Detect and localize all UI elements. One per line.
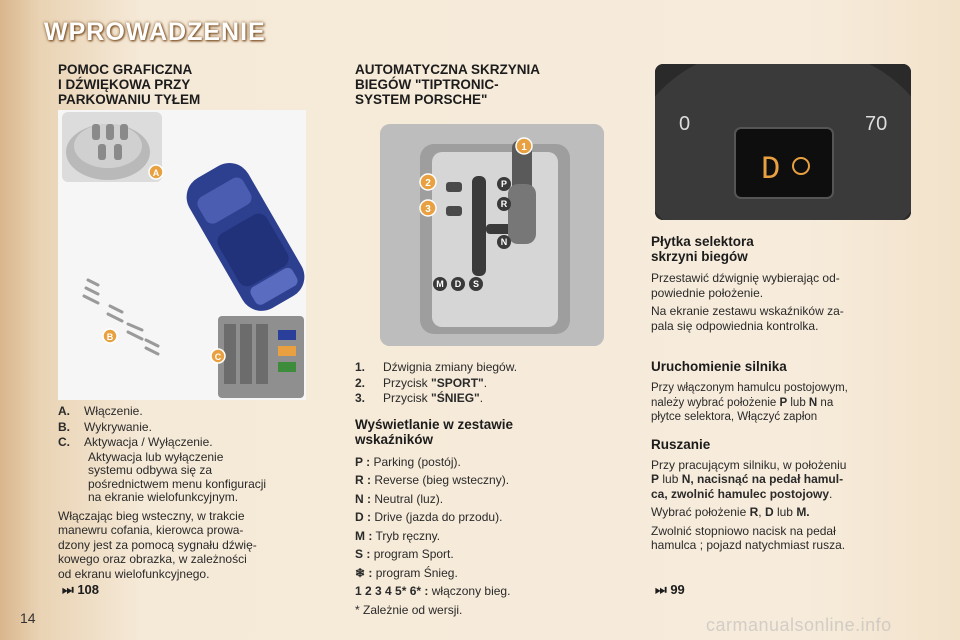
page-title: WPROWADZENIE bbox=[44, 18, 266, 46]
list-item: ❄ : program Śnieg. bbox=[355, 565, 458, 580]
selector-paragraph-2: Na ekranie zestawu wskaźników za- pala się odpowiednia kontrolka. bbox=[651, 304, 844, 333]
gear-selector-photo bbox=[380, 124, 604, 346]
gate-letter-m: M bbox=[436, 279, 444, 289]
label-b: B bbox=[106, 332, 114, 342]
gate-letter-r: R bbox=[500, 199, 508, 209]
engine-start-heading: Uruchomienie silnika bbox=[651, 359, 787, 374]
activation-note: Aktywacja lub wyłączenie systemu odbywa się za pośrednictwem menu konfiguracji na ekranie wielofunkcyjnym. bbox=[88, 449, 267, 504]
watermark: carmanualsonline.info bbox=[706, 615, 892, 635]
automatic-gearbox-section bbox=[355, 62, 605, 107]
gear-indicator-item: 1 2 3 4 5* 6* : włączony bieg. bbox=[355, 584, 511, 598]
list-item: P : Parking (postój). bbox=[355, 454, 461, 469]
moving-off-heading: Ruszanie bbox=[651, 436, 711, 452]
reverse-paragraph: Włączając bieg wsteczny, w trakcie manewru cofania, kierowca prowa- dzony jest za pomocą sygnału dźwię- kowego oraz obrazka, w zależności od ekranu wielofunkcyjnego. bbox=[58, 508, 257, 581]
list-item: A. Włączenie. bbox=[58, 404, 143, 418]
selector-plate-section bbox=[651, 234, 907, 553]
mode-list bbox=[355, 453, 615, 620]
page-reference-108[interactable]: ⏭ 108 bbox=[62, 582, 100, 597]
parking-aid-section bbox=[58, 62, 308, 107]
list-item: B. Wykrywanie. bbox=[58, 419, 152, 434]
gearbox-legend bbox=[355, 360, 615, 619]
footnote: * Zależnie od wersji. bbox=[355, 602, 463, 617]
label-a: A bbox=[152, 168, 160, 178]
parking-aid-illustration bbox=[58, 110, 306, 400]
moving-off-paragraph-3: Zwolnić stopniowo nacisk na pedał hamulca ; pojazd natychmiast rusza. bbox=[651, 523, 846, 552]
gate-letter-s: S bbox=[472, 279, 480, 289]
list-item: 2. Przycisk "SPORT". bbox=[355, 375, 488, 390]
callout-2: 2 bbox=[425, 178, 431, 189]
selector-paragraph-1: Przestawić dźwignię wybierając od- powiednie położenie. bbox=[651, 271, 840, 300]
engine-start-paragraph: Przy włączonym hamulcu postojowym, należy wybrać położenie P lub N na płytce selektora, Włączyć zapłon bbox=[651, 382, 848, 423]
instrument-panel-photo bbox=[655, 64, 911, 220]
arrow-icon: ⏭ bbox=[655, 582, 667, 597]
gate-letter-p: P bbox=[500, 179, 508, 189]
dash-left-number: 0 bbox=[679, 113, 691, 135]
gate-letter-n: N bbox=[500, 237, 508, 247]
selector-plate-heading: Płytka selektora skrzyni biegów bbox=[651, 234, 754, 264]
list-item: M : Tryb ręczny. bbox=[355, 528, 441, 543]
parking-aid-photo bbox=[58, 110, 306, 400]
list-item: D : Drive (jazda do przodu). bbox=[355, 510, 503, 524]
parking-aid-legend bbox=[58, 404, 308, 581]
gate-letter-d: D bbox=[454, 279, 462, 289]
page-number: 14 bbox=[20, 610, 36, 626]
label-c: C bbox=[214, 352, 222, 362]
callout-1: 1 bbox=[521, 142, 527, 153]
list-item: R : Reverse (bieg wsteczny). bbox=[355, 473, 510, 487]
display-subheading: Wyświetlanie w zestawie wskaźników bbox=[355, 416, 514, 447]
instrument-panel-illustration bbox=[655, 64, 911, 220]
list-item: C. Aktywacja / Wyłączenie. bbox=[58, 435, 213, 449]
list-item: N : Neutral (luz). bbox=[355, 491, 444, 506]
gearbox-heading: AUTOMATYCZNA SKRZYNIA BIEGÓW "TIPTRONIC- SYSTEM PORSCHE" bbox=[355, 62, 540, 107]
parking-aid-heading: POMOC GRAFICZNA I DŹWIĘKOWA PRZY PARKOWANIU TYŁEM bbox=[58, 62, 201, 107]
dash-right-number: 70 bbox=[865, 113, 888, 135]
page-reference-99[interactable]: ⏭ 99 bbox=[655, 582, 685, 597]
list-item: 3. Przycisk "ŚNIEG". bbox=[355, 391, 484, 405]
gear-selector-illustration bbox=[380, 124, 604, 346]
arrow-icon: ⏭ bbox=[62, 582, 74, 597]
list-item: S : program Sport. bbox=[355, 547, 454, 561]
moving-off-paragraph-2: Wybrać położenie R, D lub M. bbox=[651, 505, 810, 519]
dash-gear-display: D bbox=[761, 151, 781, 188]
callout-3: 3 bbox=[425, 204, 431, 215]
list-item: 1. Dźwignia zmiany biegów. bbox=[355, 360, 518, 374]
moving-off-paragraph-1: Przy pracującym silniku, w położeniu P lub N, nacisnąć na pedał hamul- ca, zwolnić hamulec postojowy. bbox=[651, 457, 847, 501]
snowflake-icon: ❄ : bbox=[355, 565, 373, 580]
